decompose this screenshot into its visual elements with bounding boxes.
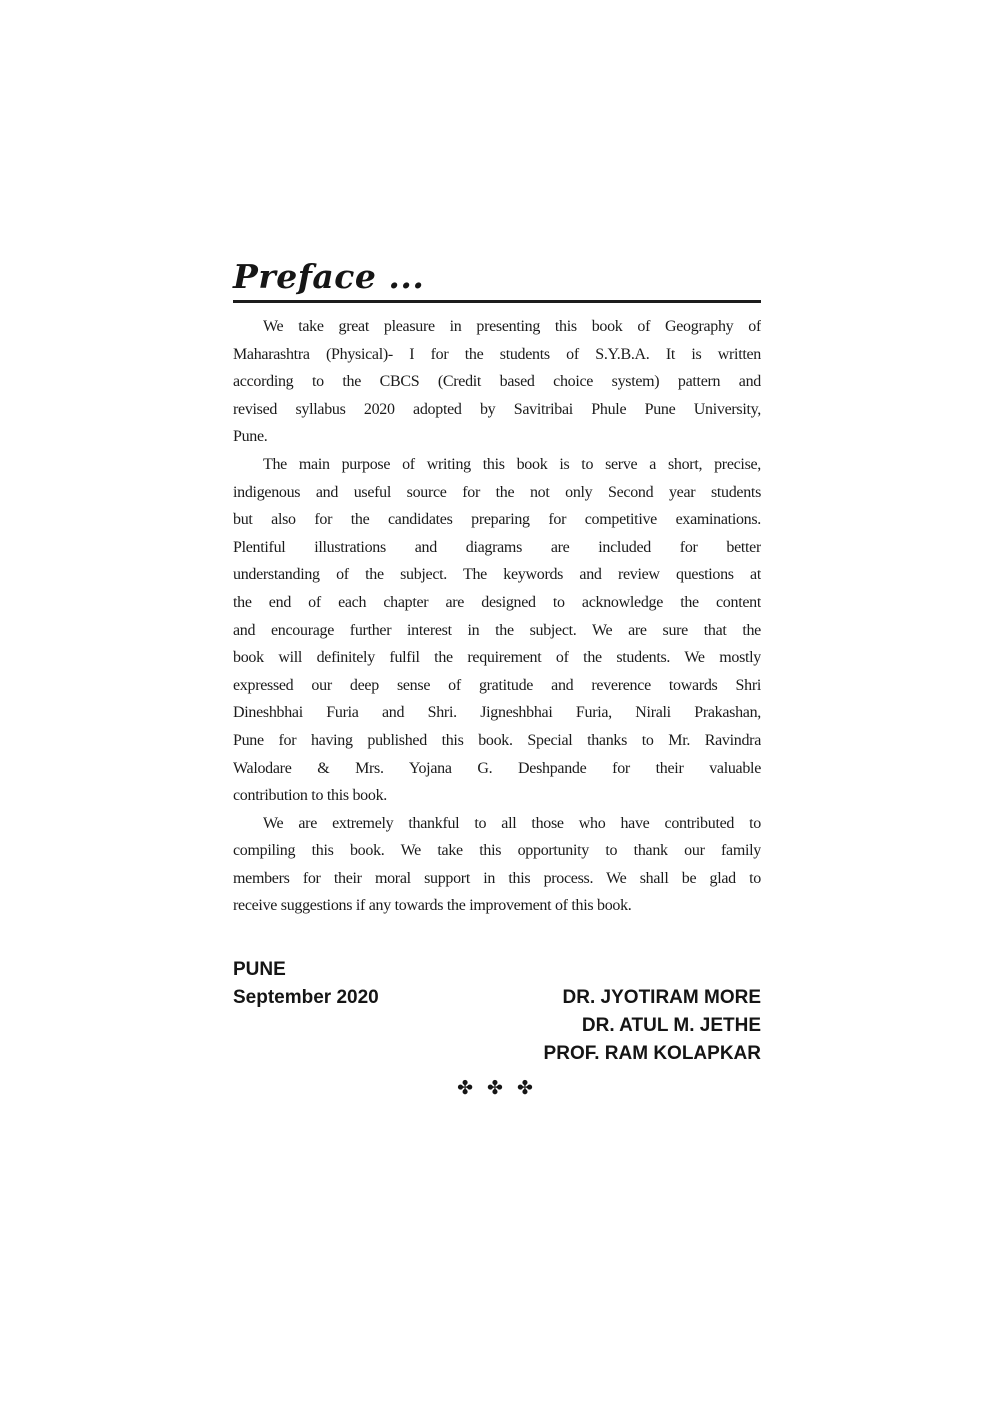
text-line: Plentiful illustrations and diagrams are included for better bbox=[233, 538, 761, 556]
text-line: indigenous and useful source for the not only Second year students bbox=[233, 483, 761, 501]
paragraph-thanks bbox=[233, 810, 761, 920]
text-line: Maharashtra (Physical)- I for the students of S.Y.B.A. It is written bbox=[233, 345, 761, 363]
text-line: according to the CBCS (Credit based choice system) pattern and bbox=[233, 373, 761, 391]
page-title: Preface ... bbox=[233, 257, 425, 296]
text-line: but also for the candidates preparing for competitive examinations. bbox=[233, 511, 761, 529]
text-line: We are extremely thankful to all those who have contributed to bbox=[263, 814, 761, 832]
author-name: DR. JYOTIRAM MORE bbox=[562, 987, 761, 1009]
paragraph-intro bbox=[233, 313, 761, 451]
text-line: Walodare & Mrs. Yojana G. Deshpande for their valuable bbox=[233, 759, 761, 777]
signoff-authors bbox=[544, 984, 761, 1068]
text-line: revised syllabus 2020 adopted by Savitribai Phule Pune University, bbox=[233, 400, 761, 418]
text-line: expressed our deep sense of gratitude and reverence towards Shri bbox=[233, 676, 761, 694]
text-line: The main purpose of writing this book is to serve a short, precise, bbox=[263, 455, 761, 473]
author-name: DR. ATUL M. JETHE bbox=[581, 1015, 761, 1037]
signoff-place-date bbox=[233, 956, 379, 1012]
text-line: Pune for having published this book. Special thanks to Mr. Ravindra bbox=[233, 731, 761, 749]
text-line: compiling this book. We take this opportunity to thank our family bbox=[233, 842, 761, 860]
text-line: understanding of the subject. The keywords and review questions at bbox=[233, 566, 761, 584]
end-ornament: ✤ ✤ ✤ bbox=[457, 1077, 537, 1100]
text-line: book will definitely fulfil the requirement of the students. We mostly bbox=[233, 649, 761, 667]
text-line: contribution to this book. bbox=[233, 787, 387, 805]
page-content bbox=[233, 258, 761, 1099]
text-line: and encourage further interest in the subject. We are sure that the bbox=[233, 621, 761, 639]
signoff-place: PUNE bbox=[233, 959, 286, 981]
text-line: the end of each chapter are designed to acknowledge the content bbox=[233, 593, 761, 611]
text-line: receive suggestions if any towards the improvement of this book. bbox=[233, 897, 632, 915]
signoff-block bbox=[233, 956, 761, 1068]
title-rule bbox=[233, 300, 761, 303]
paragraph-purpose bbox=[233, 451, 761, 810]
text-line: Pune. bbox=[233, 428, 268, 446]
signoff-date: September 2020 bbox=[233, 987, 379, 1009]
author-name: PROF. RAM KOLAPKAR bbox=[543, 1043, 761, 1065]
text-line: We take great pleasure in presenting this book of Geography of bbox=[263, 318, 761, 335]
text-line: Dineshbhai Furia and Shri. Jigneshbhai Furia, Nirali Prakashan, bbox=[233, 704, 761, 722]
text-line: members for their moral support in this process. We shall be glad to bbox=[233, 869, 761, 887]
